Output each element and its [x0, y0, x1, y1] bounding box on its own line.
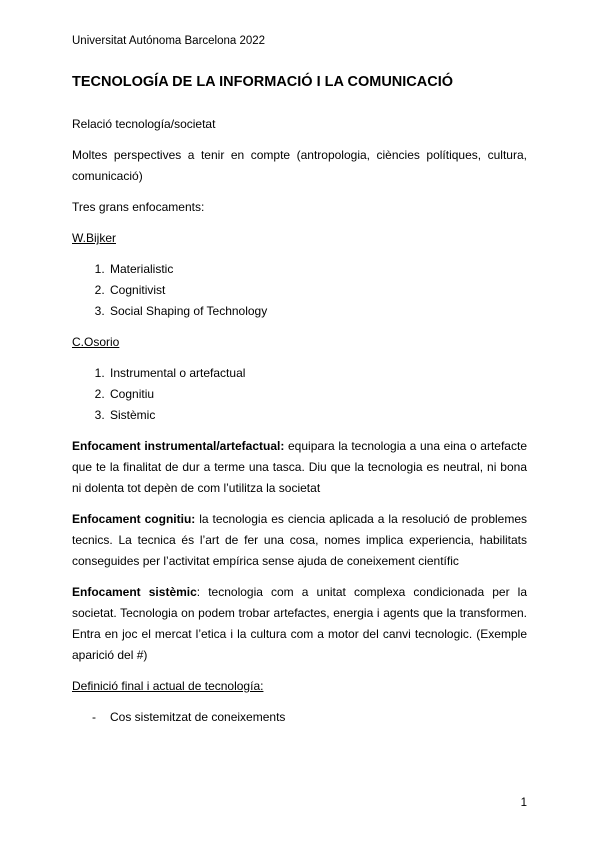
list-item: 3. Social Shaping of Technology	[108, 301, 527, 322]
list-item: 1. Materialistic	[108, 259, 527, 280]
osorio-list	[72, 363, 527, 426]
page-header: Universitat Autónoma Barcelona 2022	[72, 35, 266, 47]
definicio-heading	[72, 676, 527, 697]
list-item: - Cos sistemitzat de coneixements	[90, 707, 527, 728]
list-item: 1. Instrumental o artefactual	[108, 363, 527, 384]
list-item: 2. Cognitiu	[108, 384, 527, 405]
enfocament-sistemic	[72, 582, 527, 666]
definicio-heading-text: Definició final i actual de tecnología:	[72, 679, 264, 693]
list-item: 2. Cognitivist	[108, 280, 527, 301]
enfocament-sistemic-label: Enfocament sistèmic	[72, 585, 197, 599]
osorio-heading	[72, 332, 527, 353]
enfocament-sistemic-text: : tecnologia com a unitat complexa condicionada per la societat. Tecnologia on podem trobar artefactes, energia i agents que la transformen. Entra en joc el mercat l’etica i la cultura com a motor del canvi tecnologic. (Exemple aparició del #)	[72, 585, 527, 662]
intro-paragraph-2: Moltes perspectives a tenir en compte (antropologia, ciències polítiques, cultura, comunicació)	[72, 148, 527, 183]
intro-paragraph-3: Tres grans enfocaments:	[72, 200, 205, 214]
bijker-heading	[72, 228, 527, 249]
enfocament-instrumental-text: equipara la tecnologia a una eina o artefacte que te la finalitat de dur a terme una tasca. Diu que la tecnologia es neutral, ni bona ni dolenta tot depèn de com l’utilitza la societat	[72, 439, 527, 495]
osorio-heading-text: C.Osorio	[72, 335, 120, 349]
definicio-list	[72, 707, 527, 728]
document-title: TECNOLOGÍA DE LA INFORMACIÓ I LA COMUNICACIÓ	[72, 74, 454, 90]
enfocament-cognitiu-text: la tecnologia es ciencia aplicada a la resolució de problemes tecnics. La tecnica és l’art de fer una cosa, nomes implica experiencia, habilitats conseguides per l’activitat empírica sense ajuda de coneixement científic	[72, 512, 528, 568]
enfocament-cognitiu	[72, 509, 527, 572]
document-body	[72, 70, 527, 738]
enfocament-cognitiu-label: Enfocament cognitiu:	[72, 512, 196, 526]
list-item: 3. Sistèmic	[108, 405, 527, 426]
intro-paragraph-1: Relació tecnología/societat	[72, 117, 216, 131]
page-number: 1	[520, 797, 527, 809]
enfocament-instrumental	[72, 436, 527, 499]
bijker-heading-text: W.Bijker	[72, 231, 117, 245]
bijker-list	[72, 259, 527, 322]
enfocament-instrumental-label: Enfocament instrumental/artefactual:	[72, 439, 285, 453]
